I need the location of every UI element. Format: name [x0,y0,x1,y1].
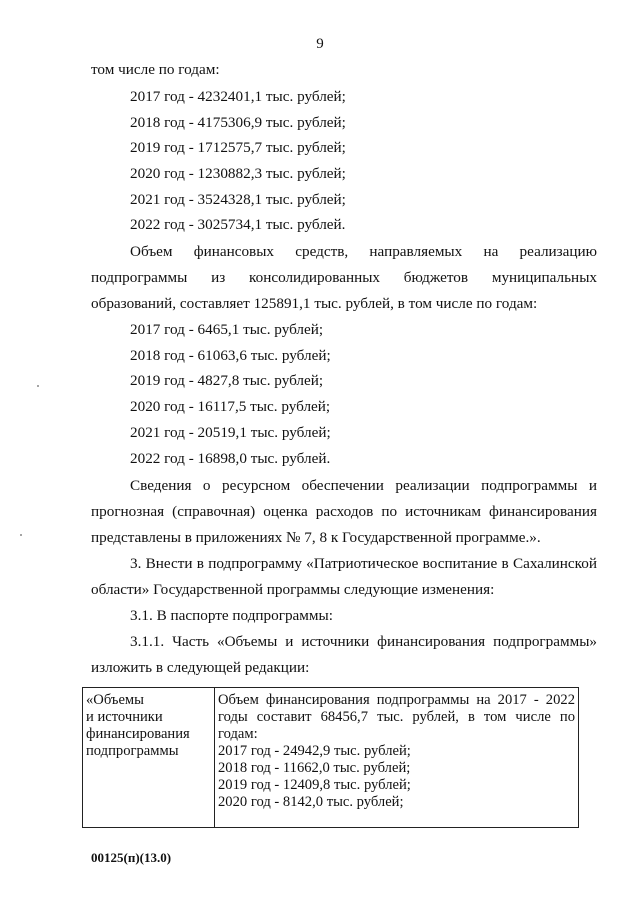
cell-text: 2017 год - 24942,9 тыс. рублей; [218,743,411,759]
cell-text: годам: [218,726,258,742]
paragraph-line: 3. Внести в подпрограмму «Патриотическое воспитание в Сахалинской [130,555,597,572]
paragraph-line: Сведения о ресурсном обеспечении реализации подпрограммы и [130,477,597,494]
cell-text: подпрограммы [86,743,179,759]
cell-text: 2019 год - 12409,8 тыс. рублей; [218,777,411,793]
table-cell-content [215,688,579,828]
paragraph-line: области» Государственной программы следующие изменения: [91,581,495,598]
paragraph-line: прогнозная (справочная) оценка расходов по источникам финансирования [91,503,597,520]
paragraph-line: Объем финансовых средств, направляемых на реализацию [130,243,597,260]
cell-text: 2020 год - 8142,0 тыс. рублей; [218,794,404,810]
cell-text: Объем финансирования подпрограммы на 2017 - 2022 [218,692,575,708]
scan-speck [37,385,39,387]
cell-text: и источники [86,709,163,725]
paragraph-line: 3.1. В паспорте подпрограммы: [130,607,333,624]
year-line: 2019 год - 4827,8 тыс. рублей; [130,372,324,389]
paragraph-line: представлены в приложениях № 7, 8 к Государственной программе.». [91,529,541,546]
cell-text: 2018 год - 11662,0 тыс. рублей; [218,760,411,776]
paragraph-line: подпрограммы из консолидированных бюджетов муниципальных [91,269,597,286]
page-number: 9 [316,36,324,52]
year-line: 2022 год - 16898,0 тыс. рублей. [130,450,331,467]
table-cell-label [83,688,215,828]
year-line: 2018 год - 61063,6 тыс. рублей; [130,347,331,364]
funding-table [82,687,579,828]
paragraph-line: изложить в следующей редакции: [91,659,310,676]
year-line: 2017 год - 4232401,1 тыс. рублей; [130,88,346,105]
year-line: 2022 год - 3025734,1 тыс. рублей. [130,216,346,233]
table-row [83,688,579,828]
year-line: 2021 год - 3524328,1 тыс. рублей; [130,191,346,208]
year-line: 2019 год - 1712575,7 тыс. рублей; [130,139,346,156]
paragraph-line: 3.1.1. Часть «Объемы и источники финансирования подпрограммы» [130,633,597,650]
year-line: 2020 год - 16117,5 тыс. рублей; [130,398,331,415]
intro-line: том числе по годам: [91,61,220,78]
year-line: 2018 год - 4175306,9 тыс. рублей; [130,114,346,131]
year-line: 2017 год - 6465,1 тыс. рублей; [130,321,324,338]
footer-code: 00125(п)(13.0) [91,850,172,865]
paragraph-line: образований, составляет 125891,1 тыс. рублей, в том числе по годам: [91,295,538,312]
cell-text: «Объемы [86,692,144,708]
year-line: 2021 год - 20519,1 тыс. рублей; [130,424,331,441]
scan-speck [20,534,22,536]
cell-text: финансирования [86,726,190,742]
cell-text: годы составит 68456,7 тыс. рублей, в том числе по [218,709,575,725]
year-line: 2020 год - 1230882,3 тыс. рублей; [130,165,346,182]
